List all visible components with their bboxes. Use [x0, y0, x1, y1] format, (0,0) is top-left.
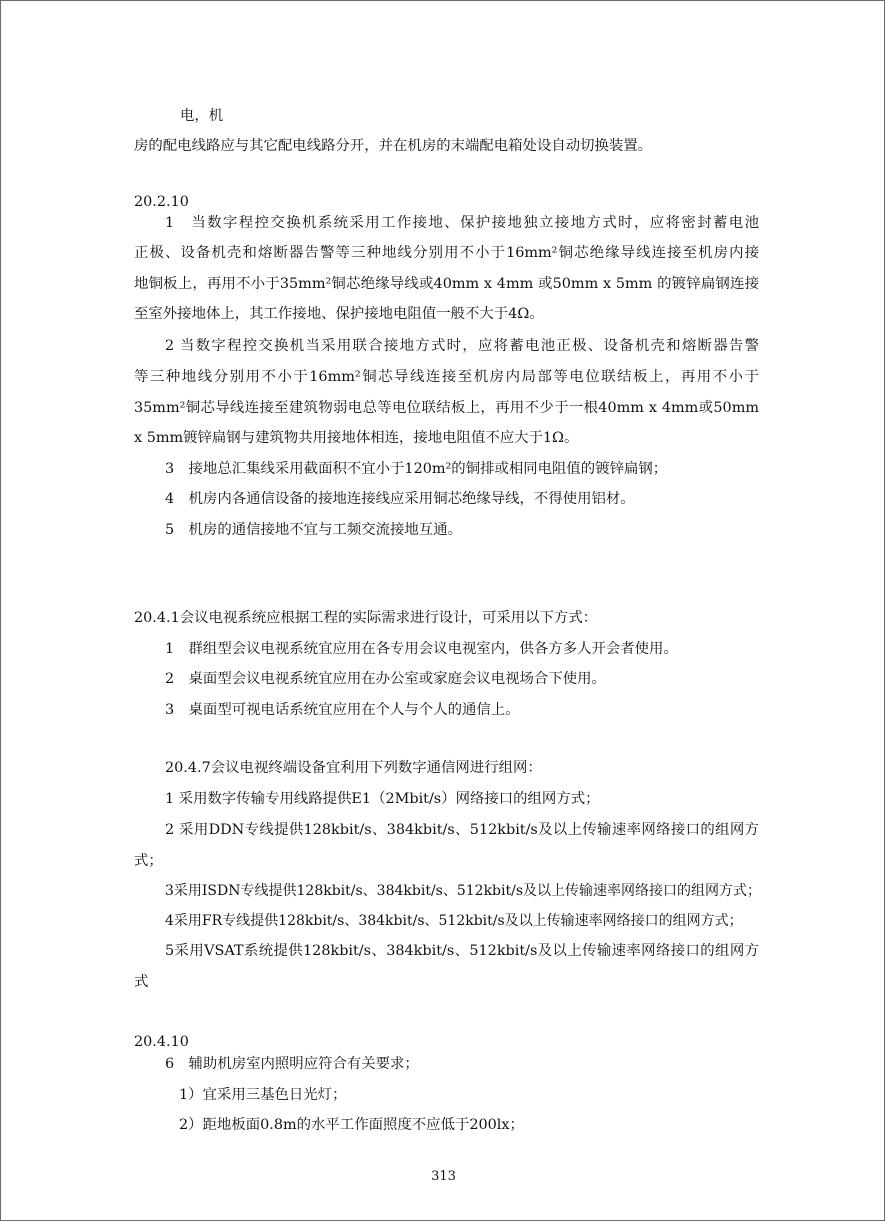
text-line: 5采用VSAT系统提供128kbit/s、384kbit/s、512kbit/s及以上传输速率网络接口的组网方 [165, 943, 759, 959]
text-line: x 5mm镀锌扁钢与建筑物共用接地体相连，接地电阻值不应大于1Ω。 [134, 430, 579, 446]
text-line: 3 桌面型可视电话系统宜应用在个人与个人的通信上。 [165, 702, 520, 718]
text-line: 1 当数字程控交换机系统采用工作接地、保护接地独立接地方式时，应将密封蓄电池 [165, 215, 759, 231]
text-line: 1）宜采用三基色日光灯； [179, 1087, 347, 1103]
text-line: 6 辅助机房室内照明应符合有关要求； [165, 1056, 419, 1072]
text-line: 3采用ISDN专线提供128kbit/s、384kbit/s、512kbit/s及以上传输速率网络接口的组网方式； [165, 883, 762, 899]
text-line: 地铜板上，再用不小于35mm²铜芯绝缘导线或40mm x 4mm 或50mm x 5mm 的镀锌扁钢连接 [134, 276, 759, 292]
section-number: 20.2.10 [134, 194, 189, 210]
text-line: 式 [134, 974, 149, 990]
page-number: 313 [431, 1169, 456, 1184]
text-line: 式； [134, 853, 163, 869]
text-line: 1 采用数字传输专用线路提供E1（2Mbit/s）网络接口的组网方式； [165, 791, 600, 807]
section-number: 20.4.10 [134, 1034, 189, 1050]
text-line: 35mm²铜芯导线连接至建筑物弱电总等电位联结板上，再用不少于一根40mm x 4mm或50mm [134, 400, 759, 416]
text-line: 电，机 [180, 108, 224, 124]
text-line: 4采用FR专线提供128kbit/s、384kbit/s、512kbit/s及以上传输速率网络接口的组网方式； [165, 913, 743, 929]
text-line: 正极、设备机壳和熔断器告警等三种地线分别用不小于16mm²铜芯绝缘导线连接至机房内接 [134, 245, 759, 261]
text-line: 至室外接地体上，其工作接地、保护接地电阻值一般不大于4Ω。 [134, 306, 544, 322]
text-line: 20.4.7会议电视终端设备宜利用下列数字通信网进行组网： [165, 760, 542, 776]
text-line: 等三种地线分别用不小于16mm²铜芯导线连接至机房内局部等电位联结板上，再用不小于 [134, 369, 759, 385]
text-line: 5 机房的通信接地不宜与工频交流接地互通。 [165, 522, 462, 538]
text-line: 20.4.1会议电视系统应根据工程的实际需求进行设计，可采用以下方式： [134, 610, 598, 626]
text-line: 1 群组型会议电视系统宜应用在各专用会议电视室内，供各方多人开会者使用。 [165, 641, 678, 657]
text-line: 2）距地板面0.8m的水平工作面照度不应低于200lx； [179, 1117, 524, 1133]
text-line: 房的配电线路应与其它配电线路分开，并在机房的末端配电箱处设自动切换装置。 [134, 138, 653, 154]
text-line: 2 采用DDN专线提供128kbit/s、384kbit/s、512kbit/s及以上传输速率网络接口的组网方 [165, 822, 759, 838]
text-line: 4 机房内各通信设备的接地连接线应采用铜芯绝缘导线，不得使用铝材。 [165, 491, 635, 507]
text-line: 2 当数字程控交换机当采用联合接地方式时，应将蓄电池正极、设备机壳和熔断器告警 [165, 338, 759, 354]
text-line: 2 桌面型会议电视系统宜应用在办公室或家庭会议电视场合下使用。 [165, 671, 606, 687]
text-line: 3 接地总汇集线采用截面积不宜小于120m²的铜排或相同电阻值的镀锌扁钢； [165, 461, 668, 477]
